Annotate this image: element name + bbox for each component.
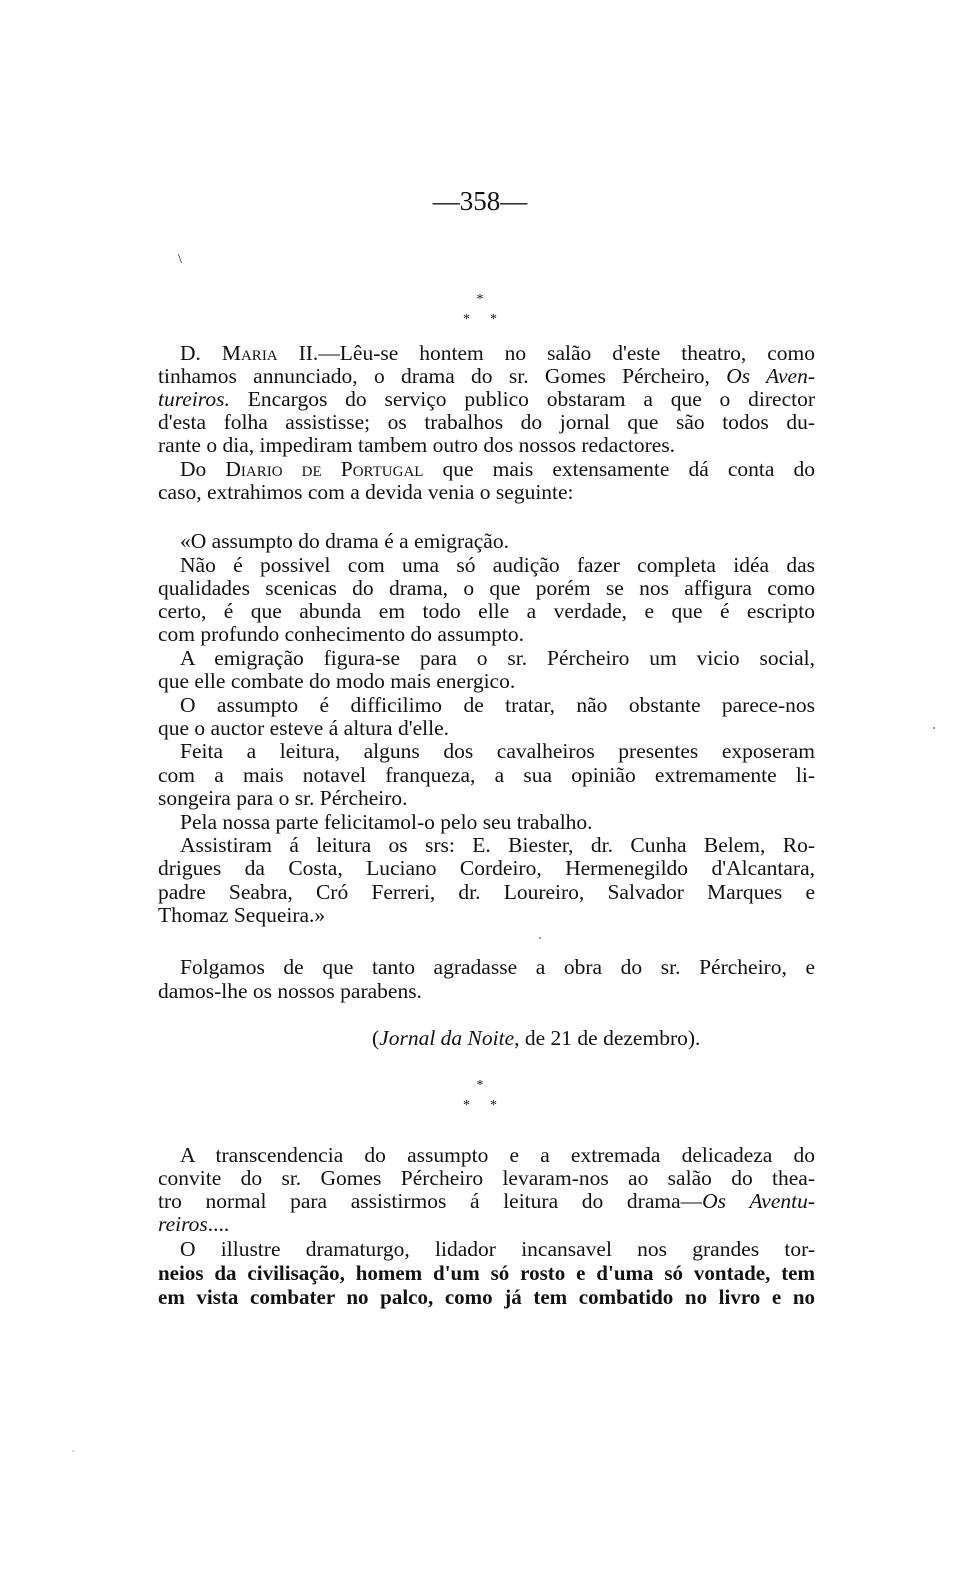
print-speck <box>539 937 541 939</box>
quote-line: Feita a leitura, alguns dos cavalheiros presentes exposeram <box>180 739 815 763</box>
quote-line: que elle combate do modo mais energico. <box>158 669 516 693</box>
paragraph-line: O illustre dramaturgo, lidador incansavel nos grandes tor- <box>180 1237 815 1261</box>
divider-asterisk: * <box>463 1098 470 1113</box>
print-speck <box>933 727 935 729</box>
quote-line: com profundo conhecimento do assumpto. <box>158 622 525 646</box>
page-number: —358— <box>432 186 528 216</box>
paragraph-line: em vista combater no palco, como já tem combatido no livro e no <box>158 1285 815 1309</box>
divider-asterisk: * <box>463 312 470 327</box>
paragraph-line: convite do sr. Gomes Pércheiro levaram-nos ao salão do thea- <box>158 1166 815 1190</box>
paragraph-line: tro normal para assistirmos á leitura do drama—Os Aventu- <box>158 1189 815 1213</box>
paragraph-line: D. Maria II.—Lêu-se hontem no salão d'este theatro, como <box>180 341 815 365</box>
paragraph-line: rante o dia, impediram tambem outro dos nossos redactores. <box>158 433 676 457</box>
quote-line: qualidades scenicas do drama, o que porém se nos affigura como <box>158 576 815 600</box>
paragraph-line: A transcendencia do assumpto e a extremada delicadeza do <box>180 1143 815 1167</box>
quote-line: Thomaz Sequeira.» <box>158 903 326 927</box>
quote-line: Não é possivel com uma só audição fazer completa idéa das <box>180 553 815 577</box>
print-speck <box>72 1450 74 1452</box>
quote-line: com a mais notavel franqueza, a sua opinião extremamente li- <box>158 763 815 787</box>
quote-line: «O assumpto do drama é a emigração. <box>180 529 509 553</box>
section-divider <box>0 290 960 330</box>
paragraph-line: Folgamos de que tanto agradasse a obra do sr. Pércheiro, e <box>180 955 815 979</box>
divider-asterisk: * <box>476 292 484 307</box>
stray-mark: \ <box>178 252 182 267</box>
paragraph-line: damos-lhe os nossos parabens. <box>158 979 422 1003</box>
paragraph-line: neios da civilisação, homem d'um só rosto e d'uma só vontade, tem <box>158 1261 815 1285</box>
quote-line: drigues da Costa, Luciano Cordeiro, Hermenegildo d'Alcantara, <box>158 856 815 880</box>
paragraph-line: reiros.... <box>158 1212 230 1236</box>
paragraph-line: tinhamos annunciado, o drama do sr. Gomes Pércheiro, Os Aven- <box>158 364 816 388</box>
quote-line: songeira para o sr. Pércheiro. <box>158 786 408 810</box>
paragraph-line: caso, extrahimos com a devida venia o seguinte: <box>158 480 574 504</box>
quote-line: A emigração figura-se para o sr. Pércheiro um vicio social, <box>180 646 815 670</box>
section-divider <box>0 1076 960 1116</box>
quote-line: que o auctor esteve á altura d'elle. <box>158 716 449 740</box>
divider-asterisk: * <box>476 1078 484 1093</box>
paragraph-line: Do Diario de Portugal que mais extensamente dá conta do <box>180 457 815 481</box>
quote-line: Pela nossa parte felicitamol-o pelo seu trabalho. <box>180 810 593 834</box>
quote-line: Assistiram á leitura os srs: E. Biester, dr. Cunha Belem, Ro- <box>180 833 815 857</box>
divider-asterisk: * <box>490 1098 497 1113</box>
divider-asterisk: * <box>490 312 497 327</box>
paragraph-line: tureiros. Encargos do serviço publico obstaram a que o director <box>158 387 815 411</box>
quote-line: padre Seabra, Cró Ferreri, dr. Loureiro, Salvador Marques e <box>158 880 815 904</box>
source-citation: (Jornal da Noite, de 21 de dezembro). <box>372 1026 701 1050</box>
quote-line: certo, é que abunda em todo elle a verdade, e que é escripto <box>158 599 815 623</box>
quote-line: O assumpto é difficilimo de tratar, não obstante parece-nos <box>180 693 815 717</box>
paragraph-line: d'esta folha assistisse; os trabalhos do jornal que são todos du- <box>158 410 815 434</box>
